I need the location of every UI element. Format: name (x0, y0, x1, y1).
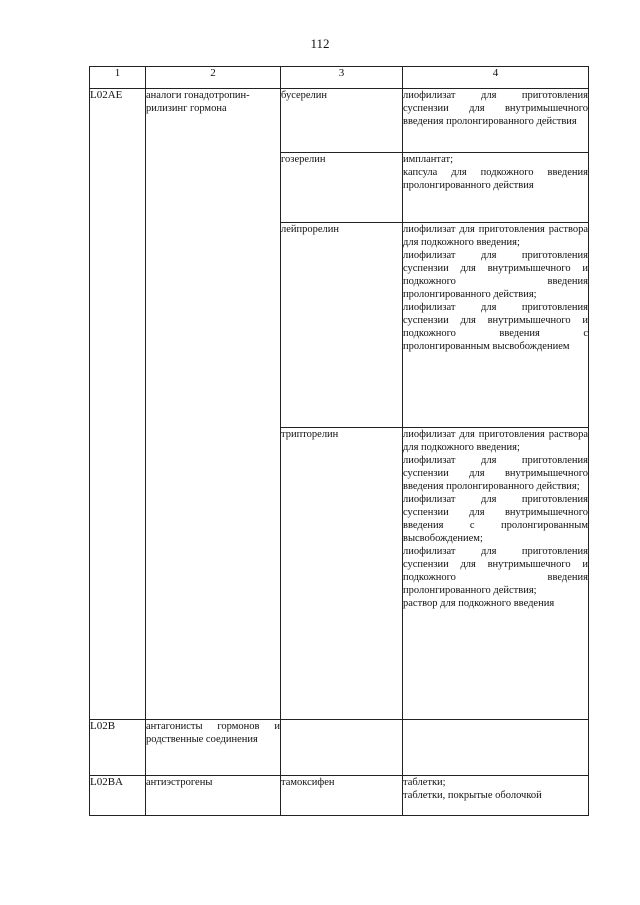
dosage-form: лиофилизат для приготовления суспензии для внутримышечного введения с пролонгированным высвобождением; (403, 494, 588, 544)
dosage-form: капсула для подкожного введения пролонгированного действия (403, 167, 588, 191)
column-header: 3 (281, 67, 403, 89)
drug-name-cell (281, 720, 403, 776)
drug-name-cell: лейпрорелин (281, 223, 403, 428)
group-name-cell: аналоги гонадотропин-рилизинг гормона (146, 89, 281, 720)
drug-name-cell: тамоксифен (281, 776, 403, 816)
drug-table (89, 66, 589, 816)
drug-name-cell: трипторелин (281, 428, 403, 720)
dosage-forms-cell (403, 776, 589, 816)
column-header: 1 (90, 67, 146, 89)
table-row (90, 776, 589, 816)
column-header: 4 (403, 67, 589, 89)
group-name-cell: антагонисты гормонов и родственные соединения (146, 720, 281, 776)
table-row (90, 720, 589, 776)
dosage-form: таблетки, покрытые оболочкой (403, 790, 542, 801)
dosage-form: лиофилизат для приготовления раствора для подкожного введения; (403, 224, 588, 248)
dosage-forms-cell (403, 223, 589, 428)
dosage-form: лиофилизат для приготовления раствора для подкожного введения; (403, 429, 588, 453)
atc-code-cell: L02B (90, 720, 146, 776)
atc-code-cell: L02BA (90, 776, 146, 816)
drug-name-cell: бусерелин (281, 89, 403, 153)
dosage-form: лиофилизат для приготовления суспензии для внутримышечного и подкожного введения пролонгированного действия; (403, 546, 588, 596)
dosage-forms-cell (403, 89, 589, 153)
page-number: 112 (310, 36, 330, 51)
dosage-form: лиофилизат для приготовления суспензии для внутримышечного введения пролонгированного действия; (403, 455, 588, 492)
dosage-form: имплантат; (403, 154, 454, 165)
atc-code-cell: L02AE (90, 89, 146, 720)
dosage-forms-cell (403, 153, 589, 223)
dosage-form: лиофилизат для приготовления суспензии для внутримышечного и подкожного введения пролонгированного действия; (403, 250, 588, 300)
dosage-form: раствор для подкожного введения (403, 598, 555, 609)
dosage-form: лиофилизат для приготовления суспензии для внутримышечного введения пролонгированного действия (403, 90, 588, 127)
drug-name-cell: гозерелин (281, 153, 403, 223)
dosage-forms-cell (403, 720, 589, 776)
dosage-forms-cell (403, 428, 589, 720)
group-name-cell: антиэстрогены (146, 776, 281, 816)
column-header: 2 (146, 67, 281, 89)
dosage-form: таблетки; (403, 777, 446, 788)
dosage-form: лиофилизат для приготовления суспензии для внутримышечного и подкожного введения с пролонгированным высвобождением (403, 302, 588, 352)
table-row (90, 89, 589, 153)
table-header-row (90, 67, 589, 89)
